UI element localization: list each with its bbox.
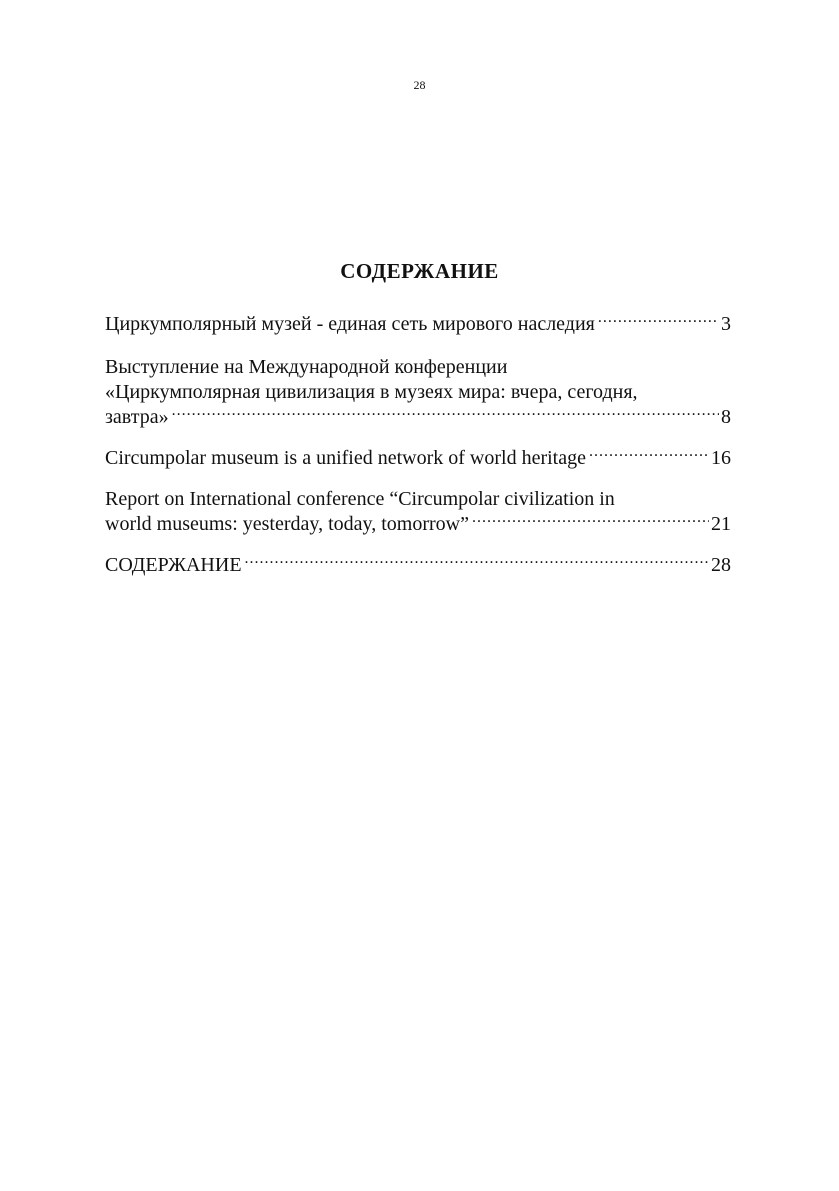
toc-entry-row [105, 553, 731, 578]
toc-entry-title-line: Report on International conference “Circumpolar civilization in [105, 488, 615, 510]
toc-entry-title: world museums: yesterday, today, tomorrow” [105, 513, 469, 535]
dot-leader [589, 446, 709, 464]
toc-entry-page: 8 [721, 406, 731, 428]
dot-leader [598, 312, 719, 330]
toc-entry-title: Циркумполярный музей - единая сеть мирового наследия [105, 313, 595, 335]
page-number: 28 [413, 78, 426, 92]
toc-entry-row [105, 405, 731, 430]
toc-entry-page: 3 [721, 313, 731, 335]
toc-entry [105, 553, 731, 578]
toc-entry-title: завтра» [105, 406, 169, 428]
toc-entry-row [105, 512, 731, 537]
table-of-contents [105, 312, 731, 594]
toc-entry [105, 446, 731, 471]
toc-entry [105, 355, 731, 430]
toc-entry-page: 28 [711, 554, 731, 576]
toc-entry-title: Circumpolar museum is a unified network of world heritage [105, 447, 586, 469]
dot-leader [245, 553, 709, 571]
dot-leader [472, 512, 709, 530]
toc-heading: СОДЕРЖАНИЕ [340, 259, 499, 283]
toc-entry-title-line: «Циркумполярная цивилизация в музеях мира: вчера, сегодня, [105, 381, 638, 403]
toc-entry [105, 487, 731, 537]
dot-leader [172, 405, 719, 423]
toc-entry-title: СОДЕРЖАНИЕ [105, 554, 242, 576]
toc-entry-row [105, 312, 731, 337]
toc-entry-page: 16 [711, 447, 731, 469]
toc-entry-row [105, 446, 731, 471]
toc-entry [105, 312, 731, 337]
toc-entry-title-line: Выступление на Международной конференции [105, 356, 508, 378]
toc-entry-page: 21 [711, 513, 731, 535]
